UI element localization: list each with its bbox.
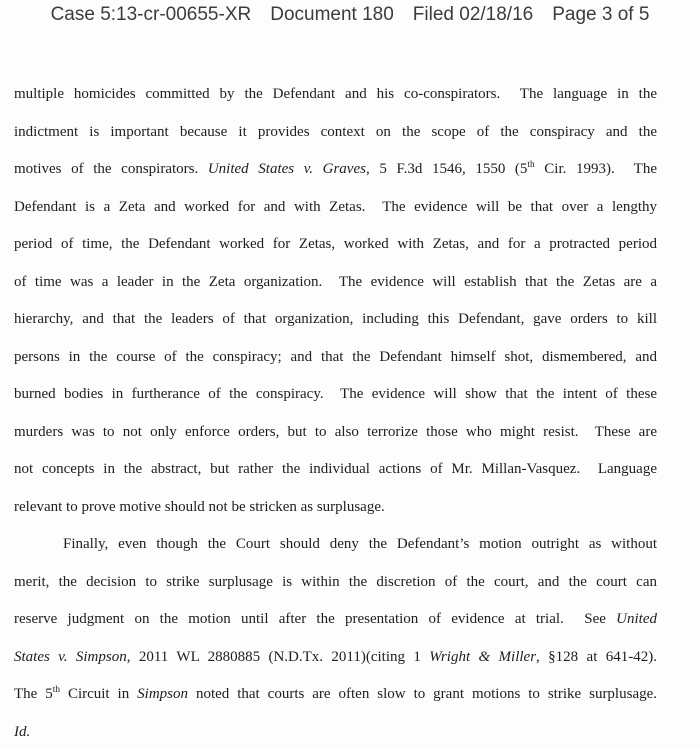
text-run: indictment is important because it provides context on the scope of the conspiracy and the xyxy=(14,123,657,140)
text-run: noted that courts are often slow to grant motions to strike surplusage. xyxy=(188,686,657,702)
text-run: relevant to prove motive should not be stricken as surplusage. xyxy=(14,498,385,515)
text-run: multiple homicides committed by the Defendant and his co-conspirators. The language in the xyxy=(14,86,657,102)
text-run: of time was a leader in the Zeta organization. The evidence will establish that the Zetas are a xyxy=(14,273,657,290)
superscript-text-run: th xyxy=(52,685,60,695)
text-run: not concepts in the abstract, but rather the individual actions of Mr. Millan-Vasquez. Language xyxy=(14,461,657,477)
text-run: reserve judgment on the motion until after the presentation of evidence at trial. See xyxy=(14,611,617,627)
document-line xyxy=(14,264,657,302)
text-run: merit, the decision to strike surplusage is within the discretion of the court, and the court can xyxy=(14,573,657,590)
stamp-case-number: Case 5:13-cr-00655-XR xyxy=(50,4,252,25)
document-line xyxy=(14,414,657,452)
italic-text-run: States v. Simpson xyxy=(14,648,127,665)
text-run: , 5 F.3d 1546, 1550 (5 xyxy=(365,161,528,177)
text-run: Finally, even though the Court should deny the Defendant’s motion outright as without xyxy=(63,536,657,552)
text-run: Cir. 1993). The xyxy=(534,161,657,177)
text-run: Circuit in xyxy=(60,686,138,702)
stamp-filed-date: Filed 02/18/16 xyxy=(412,4,534,25)
text-run: Defendant is a Zeta and worked for and with Zetas. The evidence will be that over a lengthy xyxy=(14,198,657,215)
document-line xyxy=(14,601,657,639)
text-run: hierarchy, and that the leaders of that organization, including this Defendant, gave orders to kill xyxy=(14,311,657,327)
text-run: , 2011 WL 2880885 (N.D.Tx. 2011)(citing 1 xyxy=(126,648,430,665)
stamp-page-indicator: Page 3 of 5 xyxy=(552,4,650,25)
italic-text-run: Id. xyxy=(14,723,31,740)
stamp-document-number: Document 180 xyxy=(270,4,394,25)
document-line xyxy=(14,114,657,152)
text-run: The 5 xyxy=(14,686,53,702)
document-line xyxy=(14,639,657,677)
document-line xyxy=(14,301,657,339)
text-run: burned bodies in furtherance of the conspiracy. The evidence will show that the intent of these xyxy=(14,386,657,402)
italic-text-run: Wright & Miller xyxy=(429,648,537,665)
document-line xyxy=(14,189,657,227)
italic-text-run: United xyxy=(616,611,657,627)
document-line xyxy=(14,151,657,189)
italic-text-run: Simpson xyxy=(137,686,189,702)
document-line xyxy=(14,526,657,564)
document-line xyxy=(14,76,657,114)
text-run: period of time, the Defendant worked for Zetas, worked with Zetas, and for a protracted period xyxy=(14,236,657,252)
document-line xyxy=(14,376,657,414)
text-run: , §128 at 641-42). xyxy=(536,648,657,665)
case-stamp xyxy=(0,2,700,28)
document-line xyxy=(14,451,657,489)
document-line xyxy=(14,226,657,264)
text-run: murders was to not only enforce orders, but to also terrorize those who might resist. These are xyxy=(14,423,657,440)
document-line xyxy=(14,339,657,377)
superscript-text-run: th xyxy=(527,160,535,170)
document-line xyxy=(14,714,657,748)
italic-text-run: United States v. Graves xyxy=(207,161,366,177)
text-run: motives of the conspirators. xyxy=(14,161,208,177)
document-line xyxy=(14,489,657,527)
document-body xyxy=(14,76,657,748)
document-line xyxy=(14,564,657,602)
document-line xyxy=(14,676,657,714)
text-run: persons in the course of the conspiracy; and that the Defendant himself shot, dismembered, and xyxy=(14,348,657,365)
